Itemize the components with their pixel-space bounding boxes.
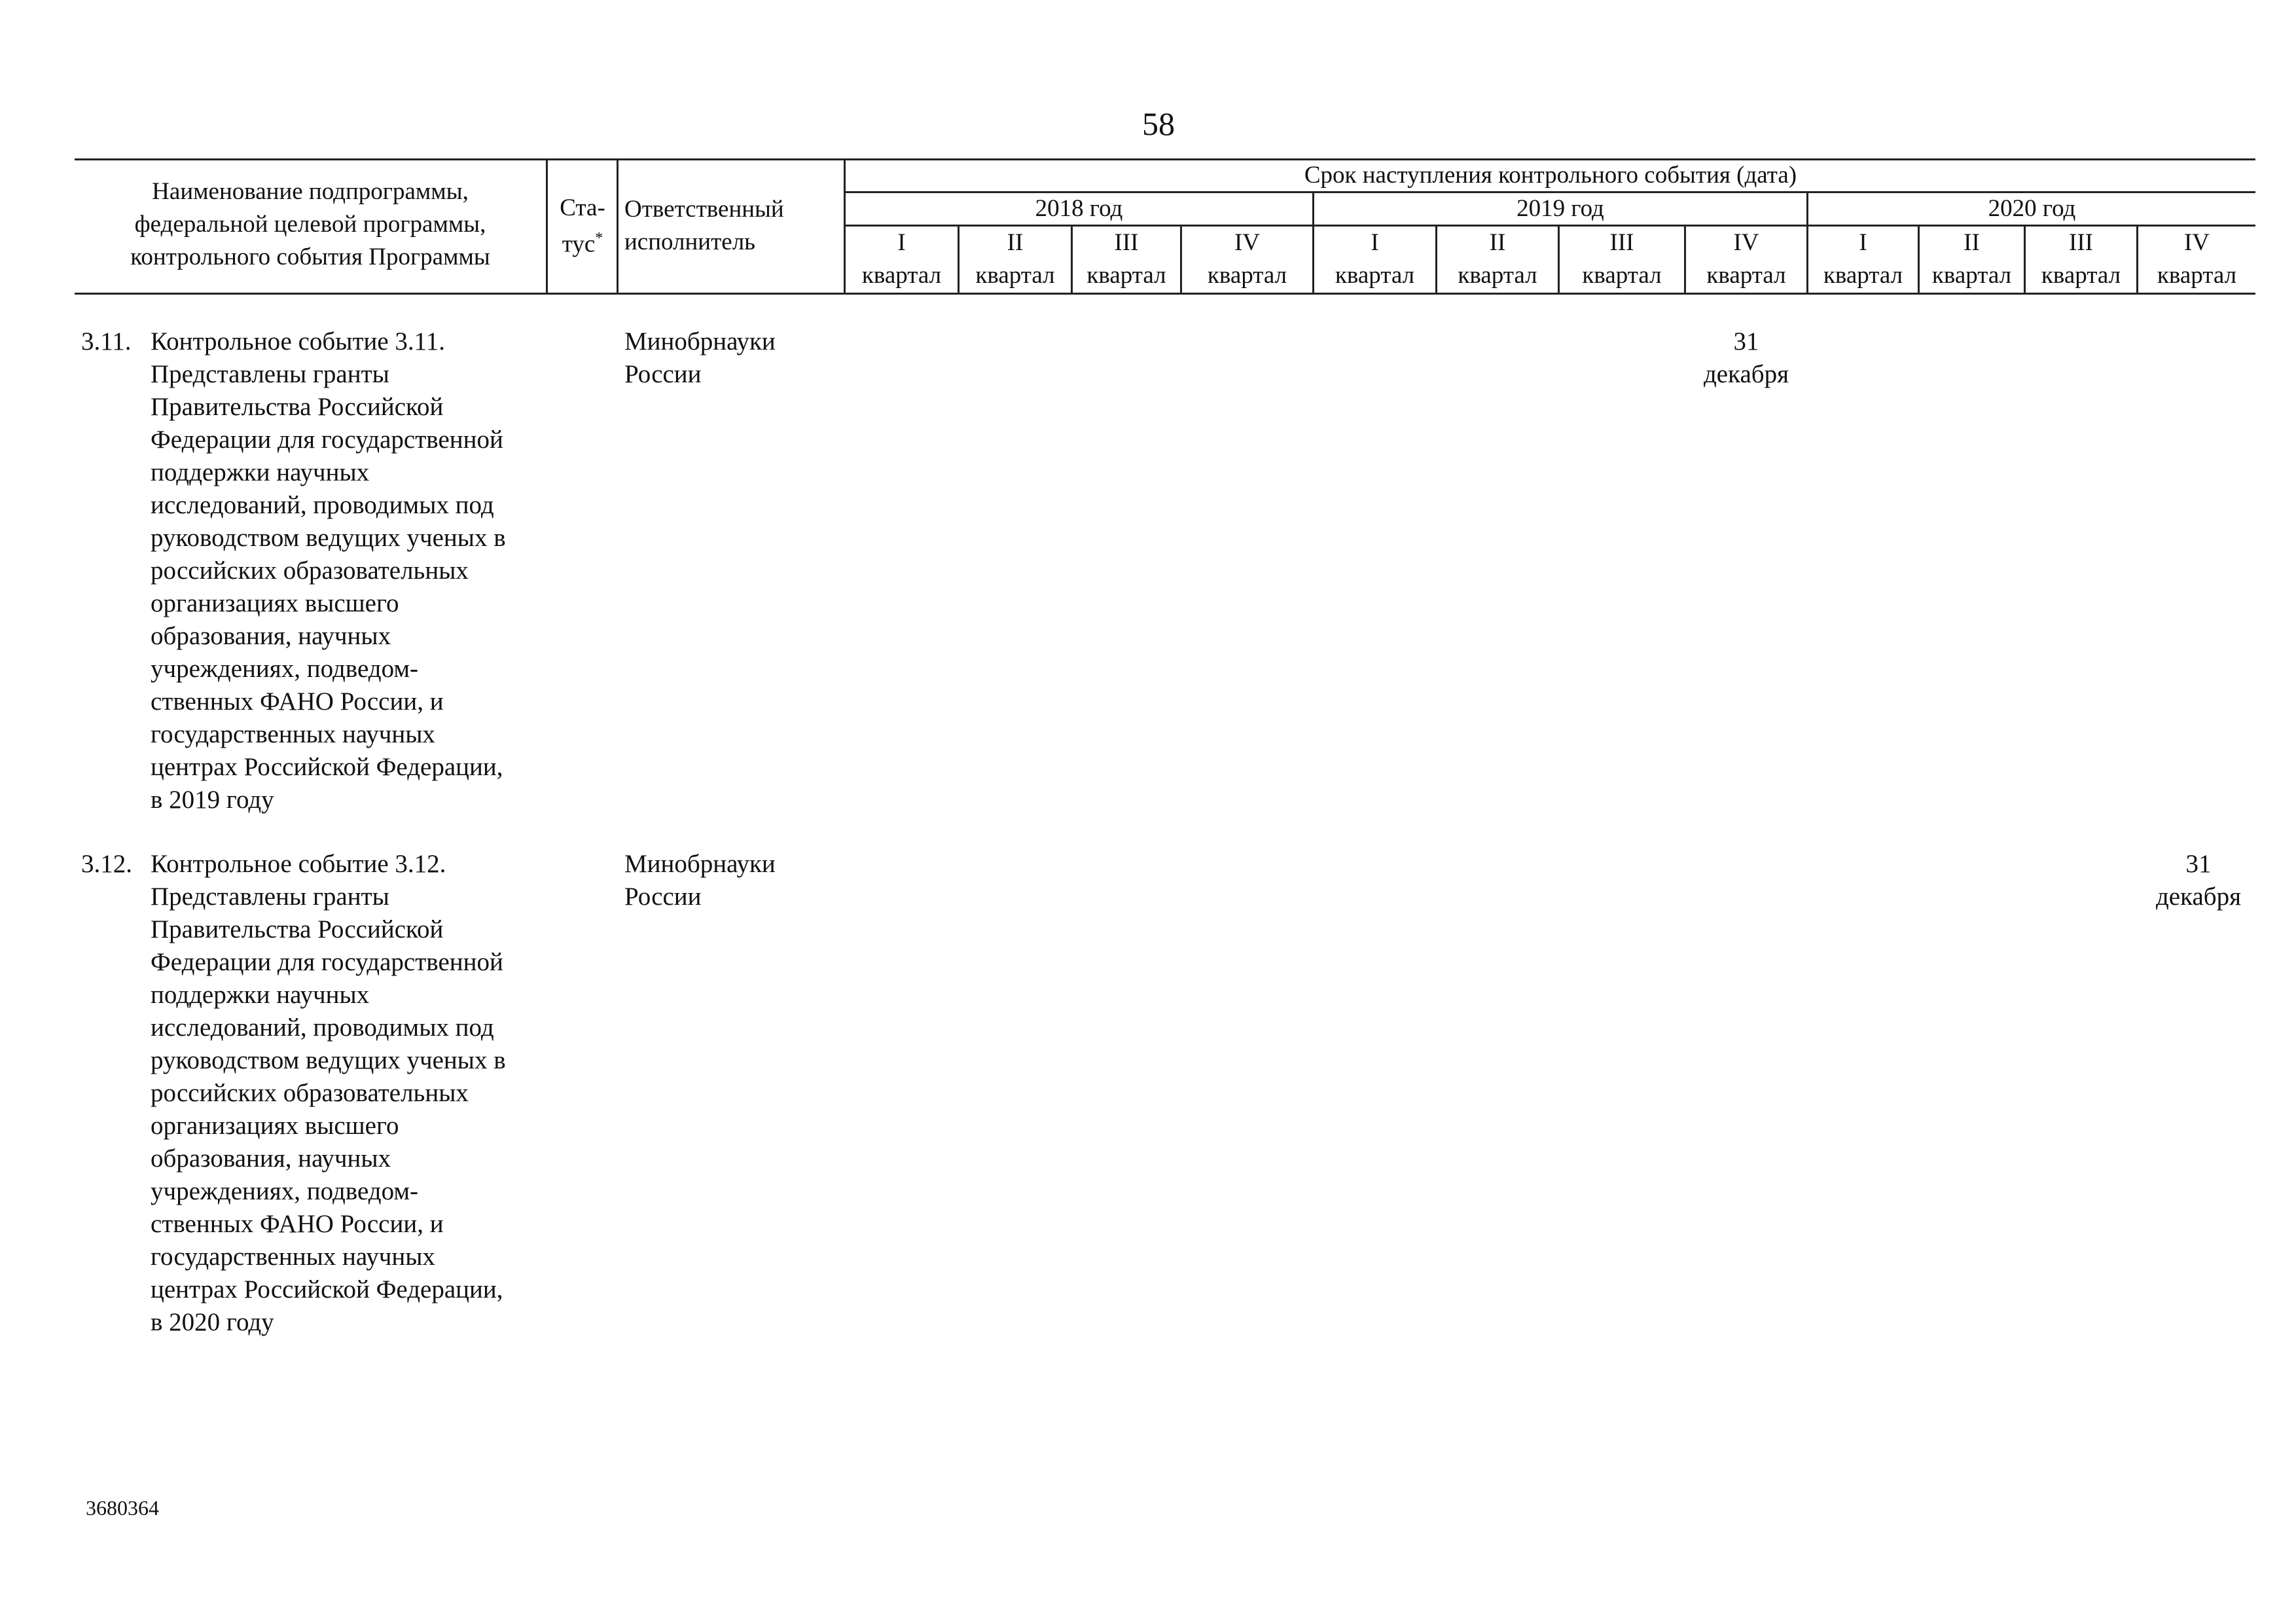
quarter-header: I квартал [1335,229,1415,289]
document-code: 3680364 [86,1496,159,1520]
deadline-date: 31 декабря [1703,327,1789,388]
row-number: 3.11. [81,327,132,356]
quarter-header: IV квартал [1207,229,1287,289]
row-number: 3.12. [81,850,132,878]
quarter-header: IV квартал [1706,229,1786,289]
deadline-date: 31 декабря [2155,850,2242,911]
year-2019-header: 2019 год [1516,195,1604,222]
quarter-header: I квартал [1823,229,1903,289]
page-number: 58 [1142,105,1175,142]
status-footnote-mark: * [595,230,603,247]
row-name: Контрольное событие 3.11. Представлены гранты Правительства Российской Федерации для государственной поддержки научных исследований, проводимых под руководством ведущих ученых в российских образовательных организациях высшего образования, научных учреждениях, подведом- ственных ФАНО России, и государственных научных центрах Российской Федерации, в 2019 году [151,327,506,814]
quarter-header: II квартал [1458,229,1537,289]
status-column-header [548,193,617,259]
row-responsible: Минобрнауки России [624,850,776,911]
responsible-header-line: исполнитель [624,228,756,255]
quarter-header: I квартал [861,229,942,289]
quarter-header: III квартал [2041,229,2121,289]
status-header-line: Ста- [560,194,605,221]
status-header-line: тус [562,230,596,258]
quarter-header: II квартал [975,229,1055,289]
name-column-header [77,175,543,274]
year-2020-header: 2020 год [1988,195,2076,222]
name-header-line: федеральной целевой программы, [134,211,486,238]
quarter-header: III квартал [1086,229,1166,289]
row-name: Контрольное событие 3.12. Представлены гранты Правительства Российской Федерации для государственной поддержки научных исследований, проводимых под руководством ведущих ученых в российских образовательных организациях высшего образования, научных учреждениях, подведом- ственных ФАНО России, и государственных научных центрах Российской Федерации, в 2020 году [151,850,506,1336]
responsible-column-header [624,193,784,259]
quarter-header: IV квартал [2157,229,2237,289]
name-header-line: контрольного события Программы [130,244,490,270]
row-responsible: Минобрнауки России [624,327,776,388]
quarter-header: III квартал [1582,229,1662,289]
year-2018-header: 2018 год [1035,195,1123,222]
responsible-header-line: Ответственный [624,196,784,223]
deadline-title: Срок наступления контрольного события (дата) [1304,162,1797,189]
quarter-header: II квартал [1931,229,2012,289]
name-header-line: Наименование подпрограммы, [152,178,469,205]
